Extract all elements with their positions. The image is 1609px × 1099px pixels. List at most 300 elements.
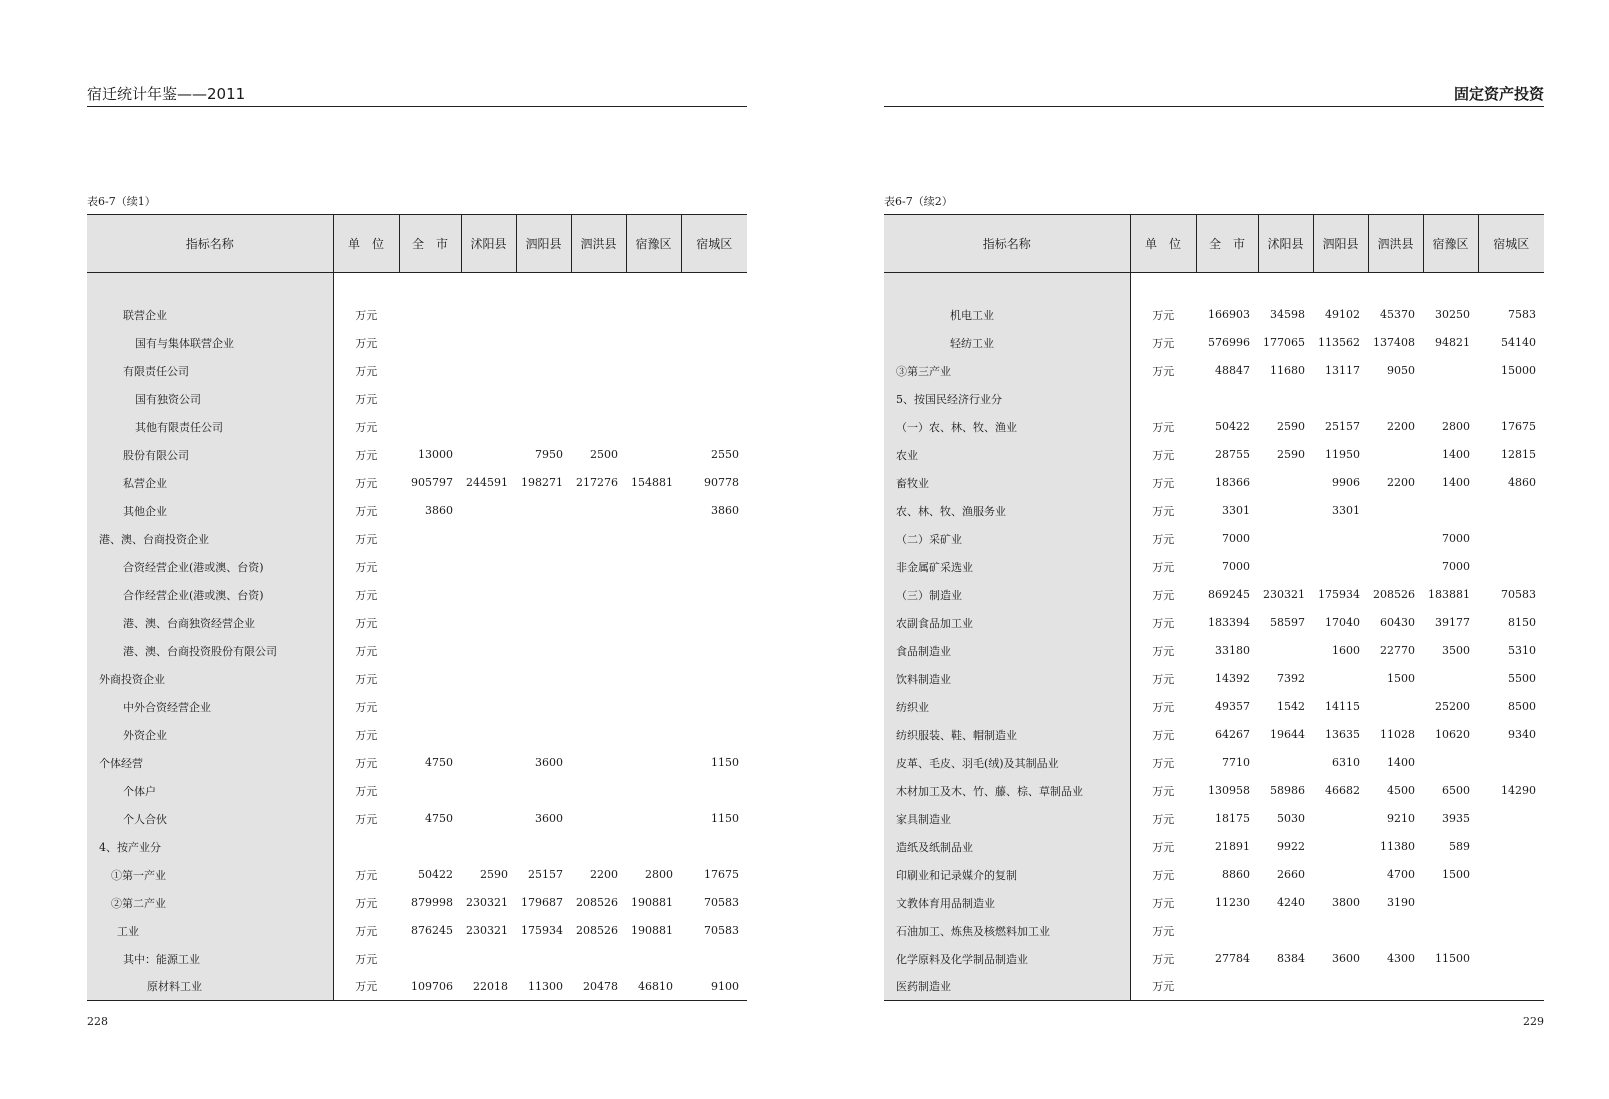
value-cell: [681, 945, 747, 973]
row-unit: 万元: [1152, 504, 1175, 518]
value-cell: [681, 525, 747, 553]
header-row: [884, 215, 1544, 273]
header-suyu: 宿豫区: [626, 215, 681, 273]
table-row: [884, 581, 1544, 609]
table-row: [87, 469, 747, 497]
header-unit: 单 位: [333, 215, 399, 273]
row-unit: 万元: [355, 924, 378, 938]
row-unit: 万元: [1152, 672, 1175, 686]
header-row: [87, 215, 747, 273]
row-label: 非金属矿采选业: [884, 553, 1130, 581]
value-cell: [461, 609, 516, 637]
row-unit: [333, 833, 399, 861]
row-unit: 万元: [355, 756, 378, 770]
value-cell: 3600: [1332, 952, 1360, 965]
value-cell: [626, 637, 681, 665]
table-row: [87, 833, 747, 861]
value-cell: [516, 525, 571, 553]
spacer-cell: [884, 273, 1130, 301]
value-cell: 1400: [1442, 448, 1470, 461]
table-row: [87, 385, 747, 413]
row-label: ①第一产业: [87, 861, 333, 889]
value-cell: 9922: [1277, 840, 1305, 853]
value-cell: [1423, 497, 1478, 525]
value-cell: [626, 385, 681, 413]
row-label: （三）制造业: [884, 581, 1130, 609]
value-cell: [399, 609, 461, 637]
value-cell: [516, 329, 571, 357]
value-cell: [399, 413, 461, 441]
row-unit: 万元: [355, 364, 378, 378]
row-unit: 万元: [355, 532, 378, 546]
value-cell: [571, 693, 626, 721]
value-cell: [1313, 805, 1368, 833]
value-cell: [626, 413, 681, 441]
row-unit: 万元: [1152, 700, 1175, 714]
value-cell: [399, 525, 461, 553]
value-cell: [571, 665, 626, 693]
value-cell: 46810: [626, 973, 681, 1001]
header-sihong: 泗洪县: [1368, 215, 1423, 273]
value-cell: 179687: [521, 896, 563, 909]
value-cell: [461, 357, 516, 385]
table-row: [87, 665, 747, 693]
value-cell: [571, 945, 626, 973]
value-cell: 3800: [1332, 896, 1360, 909]
value-cell: [1258, 385, 1313, 413]
value-cell: [571, 777, 626, 805]
statistics-table: [884, 214, 1544, 1001]
table-body: [87, 273, 747, 1001]
row-unit: 万元: [355, 728, 378, 742]
row-label: 原材料工业: [87, 973, 333, 1001]
table-row: [884, 637, 1544, 665]
value-cell: [571, 525, 626, 553]
table-row: [87, 945, 747, 973]
statistics-table: [87, 214, 747, 1001]
value-cell: 2800: [645, 868, 673, 881]
value-cell: 7583: [1508, 308, 1536, 321]
value-cell: [1478, 749, 1544, 777]
value-cell: 2590: [1277, 420, 1305, 433]
value-cell: [571, 637, 626, 665]
value-cell: 33180: [1215, 644, 1250, 657]
value-cell: 14290: [1501, 784, 1536, 797]
value-cell: 198271: [521, 476, 563, 489]
row-label: （二）采矿业: [884, 525, 1130, 553]
value-cell: 64267: [1215, 728, 1250, 741]
value-cell: [681, 413, 747, 441]
row-label: ②第二产业: [87, 889, 333, 917]
row-label: 皮革、毛皮、羽毛(绒)及其制品业: [884, 749, 1130, 777]
row-label: 港、澳、台商投资企业: [87, 525, 333, 553]
value-cell: 3301: [1222, 504, 1250, 517]
value-cell: 10620: [1435, 728, 1470, 741]
value-cell: 21891: [1215, 840, 1250, 853]
header-shuyang: 沭阳县: [1258, 215, 1313, 273]
value-cell: 90778: [704, 476, 739, 489]
value-cell: [571, 413, 626, 441]
value-cell: 2550: [711, 448, 739, 461]
table-row: [884, 385, 1544, 413]
value-cell: [399, 637, 461, 665]
value-cell: [461, 805, 516, 833]
value-cell: [1258, 469, 1313, 497]
value-cell: 9340: [1508, 728, 1536, 741]
value-cell: [399, 693, 461, 721]
value-cell: [681, 609, 747, 637]
value-cell: 130958: [1208, 784, 1250, 797]
value-cell: [626, 553, 681, 581]
value-cell: 50422: [418, 868, 453, 881]
value-cell: 54140: [1501, 336, 1536, 349]
row-label: 港、澳、台商独资经营企业: [87, 609, 333, 637]
value-cell: 5030: [1277, 812, 1305, 825]
value-cell: 4500: [1387, 784, 1415, 797]
row-label: 医药制造业: [884, 973, 1130, 1001]
running-head-title: 宿迁统计年鉴——2011: [87, 85, 246, 103]
row-unit: 万元: [1152, 756, 1175, 770]
row-unit: 万元: [1152, 840, 1175, 854]
value-cell: [399, 301, 461, 329]
value-cell: [461, 385, 516, 413]
spacer-cell: [1196, 273, 1258, 301]
header-unit: 单 位: [1130, 215, 1196, 273]
value-cell: [626, 945, 681, 973]
value-cell: 3301: [1332, 504, 1360, 517]
value-cell: [1258, 553, 1313, 581]
table-row: [884, 833, 1544, 861]
value-cell: [1478, 973, 1544, 1001]
row-unit: [1130, 385, 1196, 413]
row-unit: 万元: [355, 700, 378, 714]
value-cell: [461, 665, 516, 693]
value-cell: 9050: [1387, 364, 1415, 377]
row-label: 轻纺工业: [884, 329, 1130, 357]
value-cell: [626, 357, 681, 385]
table-row: [884, 665, 1544, 693]
value-cell: 1600: [1332, 644, 1360, 657]
value-cell: 2200: [1387, 420, 1415, 433]
value-cell: [1478, 805, 1544, 833]
row-unit: 万元: [1152, 924, 1175, 938]
value-cell: [1478, 553, 1544, 581]
table-row: [884, 749, 1544, 777]
value-cell: 22770: [1380, 644, 1415, 657]
row-label: 文教体育用品制造业: [884, 889, 1130, 917]
row-unit: 万元: [355, 336, 378, 350]
table-row: [87, 889, 747, 917]
row-label: 畜牧业: [884, 469, 1130, 497]
value-cell: [461, 581, 516, 609]
value-cell: 2660: [1277, 868, 1305, 881]
value-cell: 4300: [1387, 952, 1415, 965]
value-cell: [681, 693, 747, 721]
value-cell: 137408: [1373, 336, 1415, 349]
table-row: [87, 441, 747, 469]
value-cell: [1258, 749, 1313, 777]
value-cell: 4860: [1508, 476, 1536, 489]
value-cell: 50422: [1215, 420, 1250, 433]
value-cell: [461, 833, 516, 861]
value-cell: [1368, 693, 1423, 721]
value-cell: [461, 945, 516, 973]
table-row: [884, 553, 1544, 581]
value-cell: [1313, 973, 1368, 1001]
value-cell: [1423, 749, 1478, 777]
value-cell: [1423, 889, 1478, 917]
value-cell: 5500: [1508, 672, 1536, 685]
value-cell: 3190: [1387, 896, 1415, 909]
value-cell: [461, 693, 516, 721]
value-cell: [399, 833, 461, 861]
value-cell: [461, 553, 516, 581]
row-label: 国有独资公司: [87, 385, 333, 413]
value-cell: [516, 497, 571, 525]
row-label: 私营企业: [87, 469, 333, 497]
row-unit: 万元: [1152, 476, 1175, 490]
value-cell: 154881: [631, 476, 673, 489]
row-unit: 万元: [1152, 308, 1175, 322]
value-cell: [1423, 917, 1478, 945]
header-siyang: 泗阳县: [1313, 215, 1368, 273]
page-number: 228: [87, 1015, 108, 1028]
table-row: [884, 497, 1544, 525]
value-cell: [461, 749, 516, 777]
table-row: [87, 497, 747, 525]
value-cell: 11028: [1380, 728, 1415, 741]
value-cell: [1368, 385, 1423, 413]
value-cell: 11680: [1270, 364, 1305, 377]
value-cell: 2200: [590, 868, 618, 881]
value-cell: 7710: [1222, 756, 1250, 769]
left-page: [87, 0, 747, 1099]
value-cell: [1423, 385, 1478, 413]
value-cell: [516, 581, 571, 609]
value-cell: 25157: [528, 868, 563, 881]
value-cell: [626, 665, 681, 693]
value-cell: 18366: [1215, 476, 1250, 489]
value-cell: [626, 525, 681, 553]
value-cell: 230321: [1263, 588, 1305, 601]
value-cell: 11950: [1325, 448, 1360, 461]
row-unit: 万元: [355, 868, 378, 882]
value-cell: [399, 581, 461, 609]
value-cell: 5310: [1508, 644, 1536, 657]
row-label: 石油加工、炼焦及核燃料加工业: [884, 917, 1130, 945]
value-cell: [626, 721, 681, 749]
header-sihong: 泗洪县: [571, 215, 626, 273]
row-label: 有限责任公司: [87, 357, 333, 385]
row-label: 外商投资企业: [87, 665, 333, 693]
value-cell: [516, 777, 571, 805]
table-caption: 表6-7（续1）: [87, 195, 156, 208]
value-cell: [571, 833, 626, 861]
spacer-cell: [516, 273, 571, 301]
value-cell: [1368, 497, 1423, 525]
value-cell: 9210: [1387, 812, 1415, 825]
value-cell: [571, 497, 626, 525]
value-cell: [399, 357, 461, 385]
row-unit: 万元: [1152, 896, 1175, 910]
table-row: [87, 693, 747, 721]
value-cell: 3500: [1442, 644, 1470, 657]
value-cell: 70583: [704, 924, 739, 937]
value-cell: 9906: [1332, 476, 1360, 489]
row-unit: 万元: [1152, 616, 1175, 630]
row-label: 5、按国民经济行业分: [884, 385, 1130, 413]
value-cell: 4700: [1387, 868, 1415, 881]
value-cell: [516, 385, 571, 413]
value-cell: [461, 777, 516, 805]
row-unit: 万元: [355, 644, 378, 658]
value-cell: [461, 301, 516, 329]
value-cell: 7000: [1442, 532, 1470, 545]
value-cell: [516, 945, 571, 973]
value-cell: 1400: [1442, 476, 1470, 489]
value-cell: [571, 805, 626, 833]
value-cell: 576996: [1208, 336, 1250, 349]
table-row: [87, 777, 747, 805]
row-unit: 万元: [1152, 336, 1175, 350]
value-cell: [681, 581, 747, 609]
row-label: 纺织业: [884, 693, 1130, 721]
value-cell: [1368, 973, 1423, 1001]
value-cell: 49357: [1215, 700, 1250, 713]
row-label: 机电工业: [884, 301, 1130, 329]
row-unit: 万元: [355, 476, 378, 490]
value-cell: [516, 665, 571, 693]
row-unit: 万元: [1152, 952, 1175, 966]
table-row: [884, 301, 1544, 329]
value-cell: 1500: [1442, 868, 1470, 881]
value-cell: 48847: [1215, 364, 1250, 377]
value-cell: 14115: [1325, 700, 1360, 713]
row-label: 外资企业: [87, 721, 333, 749]
value-cell: [571, 357, 626, 385]
value-cell: 46682: [1325, 784, 1360, 797]
value-cell: 4750: [425, 756, 453, 769]
row-unit: 万元: [355, 588, 378, 602]
value-cell: [681, 385, 747, 413]
header-city: 全 市: [399, 215, 461, 273]
value-cell: [1258, 973, 1313, 1001]
value-cell: 58597: [1270, 616, 1305, 629]
row-unit: 万元: [355, 308, 378, 322]
value-cell: 2500: [590, 448, 618, 461]
value-cell: [516, 637, 571, 665]
value-cell: 14392: [1215, 672, 1250, 685]
right-page: [884, 0, 1544, 1099]
value-cell: [571, 553, 626, 581]
value-cell: 2200: [1387, 476, 1415, 489]
table-row: [884, 805, 1544, 833]
table-row: [87, 973, 747, 1001]
row-label: 纺织服装、鞋、帽制造业: [884, 721, 1130, 749]
value-cell: 2800: [1442, 420, 1470, 433]
row-unit: 万元: [1152, 812, 1175, 826]
value-cell: 244591: [466, 476, 508, 489]
value-cell: [461, 441, 516, 469]
value-cell: [571, 329, 626, 357]
value-cell: 25157: [1325, 420, 1360, 433]
header-indicator: 指标名称: [87, 215, 333, 273]
value-cell: 109706: [399, 973, 461, 1001]
row-label: 联营企业: [87, 301, 333, 329]
header-sucheng: 宿城区: [681, 215, 747, 273]
value-cell: [571, 721, 626, 749]
spacer-cell: [681, 273, 747, 301]
value-cell: [1258, 917, 1313, 945]
row-label: 其他企业: [87, 497, 333, 525]
value-cell: 15000: [1501, 364, 1536, 377]
table-row: [884, 889, 1544, 917]
value-cell: 13000: [418, 448, 453, 461]
value-cell: 183881: [1428, 588, 1470, 601]
value-cell: [681, 777, 747, 805]
row-unit: 万元: [333, 973, 399, 1001]
value-cell: [516, 693, 571, 721]
value-cell: [571, 301, 626, 329]
value-cell: 166903: [1208, 308, 1250, 321]
value-cell: [1478, 525, 1544, 553]
value-cell: 7000: [1222, 532, 1250, 545]
row-unit: 万元: [355, 672, 378, 686]
row-unit: 万元: [355, 504, 378, 518]
value-cell: 3860: [425, 504, 453, 517]
row-label: 个体户: [87, 777, 333, 805]
row-label: 合资经营企业(港或澳、台资): [87, 553, 333, 581]
value-cell: [461, 329, 516, 357]
table-row: [884, 973, 1544, 1001]
row-label: 其中：能源工业: [87, 945, 333, 973]
row-label: ③第三产业: [884, 357, 1130, 385]
value-cell: 8384: [1277, 952, 1305, 965]
table-row: [87, 917, 747, 945]
row-unit: 万元: [1130, 973, 1196, 1001]
row-unit: 万元: [1152, 588, 1175, 602]
value-cell: [1313, 833, 1368, 861]
row-unit: 万元: [355, 952, 378, 966]
value-cell: 70583: [704, 896, 739, 909]
value-cell: [516, 413, 571, 441]
table-row: [884, 693, 1544, 721]
spacer-cell: [87, 273, 333, 301]
value-cell: 13117: [1325, 364, 1360, 377]
table-row: [87, 749, 747, 777]
table-row: [884, 721, 1544, 749]
value-cell: [1368, 917, 1423, 945]
row-unit: 万元: [1152, 784, 1175, 798]
value-cell: 1150: [711, 812, 739, 825]
value-cell: [516, 357, 571, 385]
spacer-cell: [399, 273, 461, 301]
value-cell: 11380: [1380, 840, 1415, 853]
value-cell: 4750: [425, 812, 453, 825]
value-cell: [516, 833, 571, 861]
row-label: 其他有限责任公司: [87, 413, 333, 441]
row-label: 个人合伙: [87, 805, 333, 833]
table-row: [884, 357, 1544, 385]
value-cell: 113562: [1318, 336, 1360, 349]
table-body: [884, 273, 1544, 1001]
row-label: 港、澳、台商投资股份有限公司: [87, 637, 333, 665]
row-label: 饮料制造业: [884, 665, 1130, 693]
value-cell: [571, 581, 626, 609]
value-cell: [1423, 665, 1478, 693]
value-cell: [626, 441, 681, 469]
value-cell: [516, 301, 571, 329]
